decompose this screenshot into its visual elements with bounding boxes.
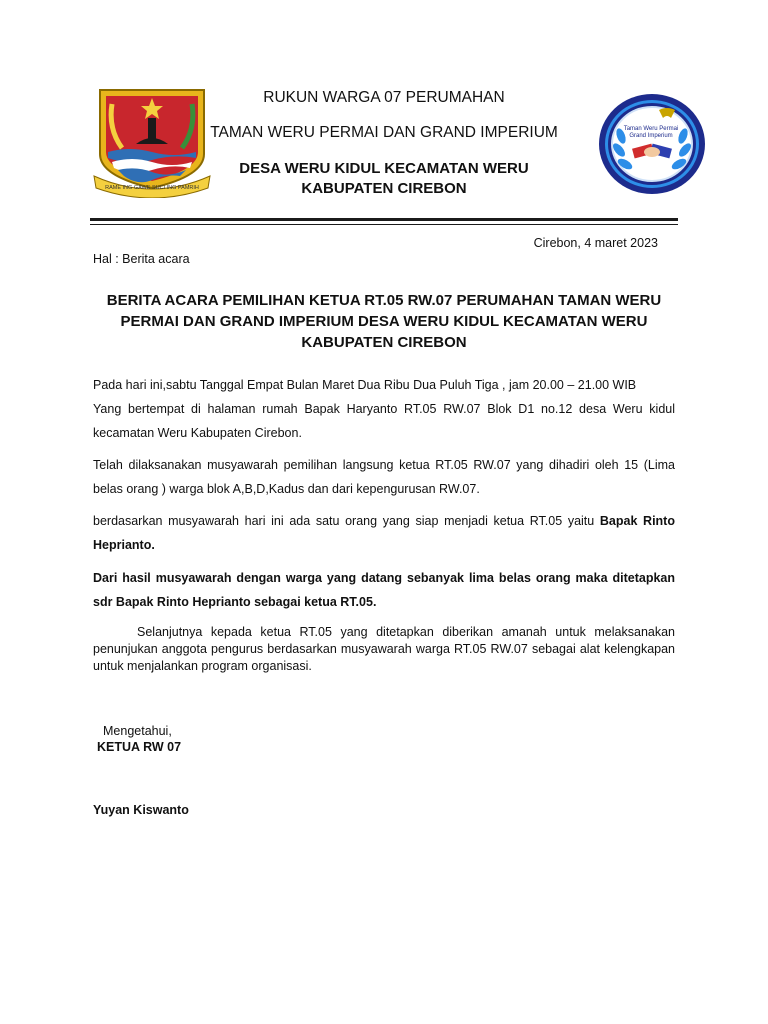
header-line-3: DESA WERU KIDUL KECAMATAN WERU — [239, 160, 529, 177]
letterhead-divider-thick — [90, 218, 678, 221]
header-line-1: RUKUN WARGA 07 PERUMAHAN — [263, 89, 505, 106]
acknowledged-label: Mengetahui, — [103, 724, 172, 738]
paragraph-3-text: berdasarkan musyawarah hari ini ada satu orang yang siap menjadi ketua RT.05 yaitu — [93, 514, 600, 528]
letter-subject: Hal : Berita acara — [93, 252, 190, 266]
candidate-name: Bapak Rinto Heprianto. — [93, 514, 675, 552]
header-line-4: KABUPATEN CIREBON — [301, 180, 467, 197]
emblem-text-2: Grand Imperium — [629, 133, 673, 139]
signatory-position: KETUA RW 07 — [97, 740, 182, 754]
paragraph-1-rest: Yang bertempat di halaman rumah Bapak Haryanto RT.05 RW.07 Blok D1 no.12 desa Weru kidul kecamatan Weru Kabupaten Cirebon. — [93, 402, 675, 440]
header-line-2: TAMAN WERU PERMAI DAN GRAND IMPERIUM — [210, 124, 558, 141]
paragraph-5: Selanjutnya kepada ketua RT.05 yang ditetapkan diberikan amanah untuk melaksanakan penunjukan anggota pengurus berdasarkan musyawarah warga RT.05 RW.07 sebagai alat kelengkapan untuk menjalankan program organisasi. — [93, 625, 675, 673]
paragraph-4: Dari hasil musyawarah dengan warga yang datang sebanyak lima belas orang maka ditetapkan sdr Bapak Rinto Heprianto sebagai ketua RT.05. — [93, 571, 675, 609]
signatory-name: Yuyan Kiswanto — [93, 803, 189, 817]
paragraph-2: Telah dilaksanakan musyawarah pemilihan langsung ketua RT.05 RW.07 yang dihadiri oleh 15 (Lima belas orang ) warga blok A,B,D,Kadus dan dari kepengurusan RW.07. — [93, 458, 675, 496]
paragraph-1-line-1: Pada hari ini,sabtu Tanggal Empat Bulan Maret Dua Ribu Dua Puluh Tiga , jam 20.00 – 21.00 WIB — [93, 378, 637, 392]
paragraph-1 — [93, 373, 675, 445]
logo-motto: RAME ING GAWE SUCI ING PAMRIH — [105, 185, 199, 191]
emblem-text-1: Taman Weru Permai — [623, 126, 679, 132]
letter-date: Cirebon, 4 maret 2023 — [533, 236, 658, 250]
document-title: BERITA ACARA PEMILIHAN KETUA RT.05 RW.07 PERUMAHAN TAMAN WERU PERMAI DAN GRAND IMPERIUM DESA WERU KIDUL KECAMATAN WERU KABUPATEN CIREBON — [106, 292, 662, 351]
paragraph-3 — [93, 509, 675, 557]
letterhead-divider-thin — [90, 224, 678, 225]
